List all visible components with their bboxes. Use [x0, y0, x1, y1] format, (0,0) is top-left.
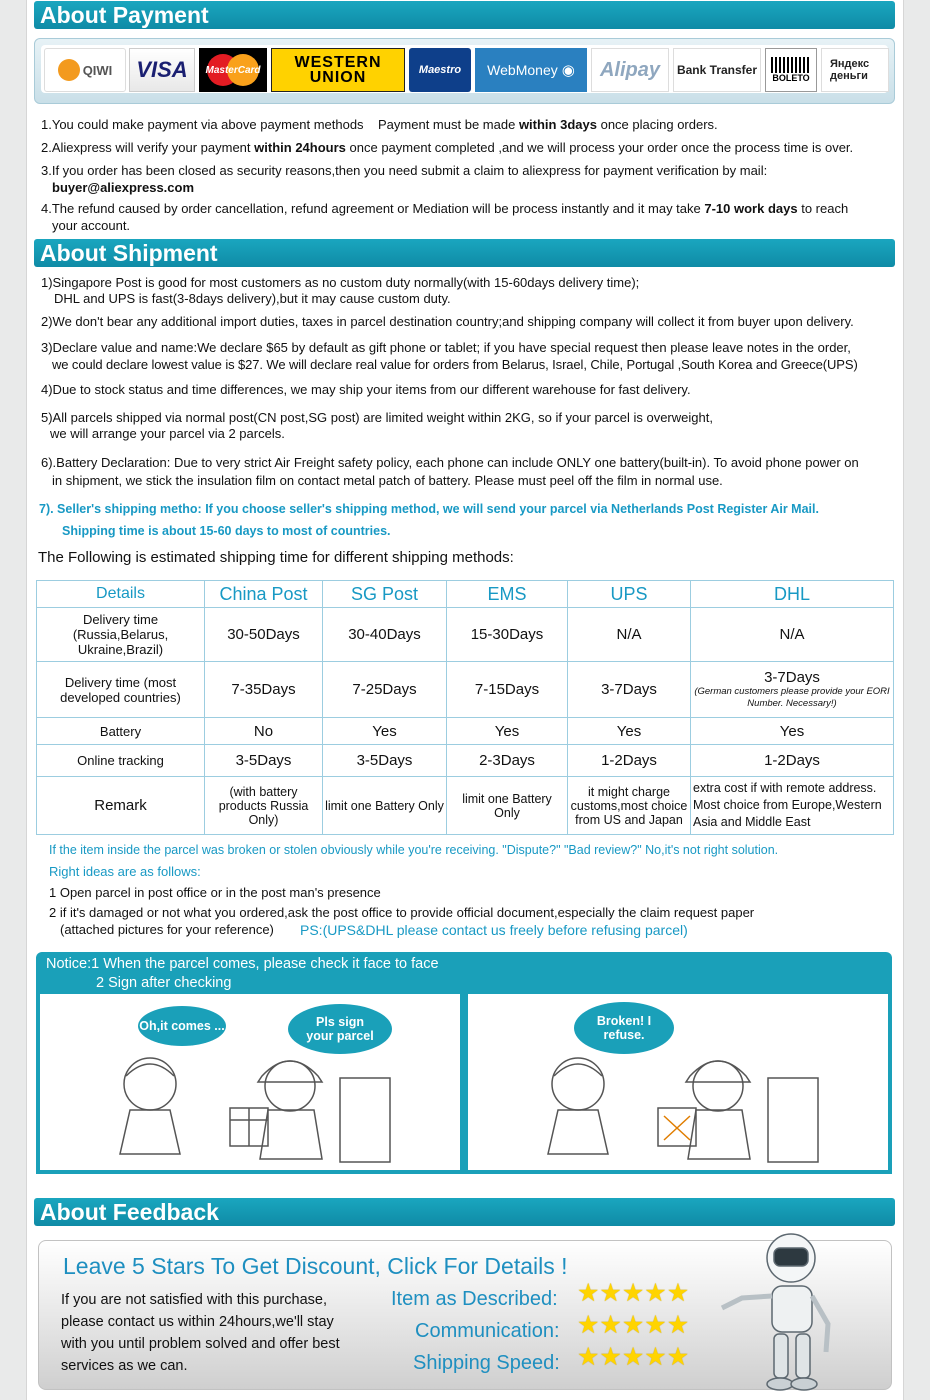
- star-icon: ★: [666, 1311, 690, 1339]
- star-icon: ★: [599, 1311, 622, 1339]
- table-cell: Yes: [691, 718, 894, 745]
- payment-email[interactable]: buyer@aliexpress.com: [52, 180, 195, 195]
- ship-line-5a: 5)All parcels shipped via normal post(CN post,SG post) are limited weight within 2KG, so if your parcel is overweight,: [41, 410, 713, 425]
- delivery-illustration: [40, 994, 460, 1170]
- table-header-row: [37, 581, 894, 608]
- speech-bubble-3: Broken! I refuse.: [574, 1002, 674, 1054]
- star-icon: ★: [644, 1343, 667, 1371]
- after-line-4: 2 if it's damaged or not what you ordered,ask the post office to provide official document,especially the claim request paper: [49, 905, 755, 920]
- feedback-body-4: services as we can.: [61, 1358, 188, 1374]
- star-icon: ★: [621, 1343, 645, 1371]
- header-china-post: China Post: [205, 581, 323, 608]
- table-cell: 3-5Days: [205, 745, 323, 777]
- table-cell: Yes: [568, 718, 691, 745]
- star-icon: ★: [599, 1279, 622, 1307]
- globe-icon: ◉: [561, 62, 575, 79]
- table-cell: 2-3Days: [447, 745, 568, 777]
- mastercard-logo: MasterCard: [199, 48, 267, 92]
- rating-label-described: Item as Described:: [391, 1288, 558, 1310]
- webmoney-logo: WebMoney ◉: [475, 48, 587, 92]
- girl-body: [120, 1110, 180, 1154]
- ship-line-3b: we could declare lowest value is $27. We will declare real value for orders from Belarus, Israel, Chile, Portugal ,South Korea and Greece(UPS): [52, 357, 858, 372]
- after-line-6: PS:(UPS&DHL please contact us freely before refusing parcel): [300, 922, 688, 938]
- dhl-time: 3-7Days: [764, 669, 820, 686]
- girl-hair: [126, 1064, 174, 1076]
- alipay-logo: Alipay: [591, 48, 669, 92]
- header-sg-post: SG Post: [323, 581, 447, 608]
- western-union-logo: WESTERN UNION: [271, 48, 405, 92]
- girl-head: [552, 1058, 604, 1110]
- row-label: Delivery time (most developed countries): [37, 662, 205, 718]
- stars-described[interactable]: [577, 1279, 690, 1307]
- table-cell: (with battery products Russia Only): [205, 777, 323, 835]
- ship-line-7b: Shipping time is about 15-60 days to most of countries.: [62, 524, 391, 538]
- table-cell: 30-50Days: [205, 608, 323, 662]
- table-cell: [691, 662, 894, 718]
- table-cell: 3-7Days: [568, 662, 691, 718]
- table-cell: 30-40Days: [323, 608, 447, 662]
- visa-logo: VISA: [129, 48, 195, 92]
- star-icon: ★: [577, 1279, 600, 1307]
- girl-hair: [554, 1064, 602, 1076]
- ship-line-4: 4)Due to stock status and time differences, we may ship your items from our different warehouse for fast delivery.: [41, 382, 691, 397]
- barcode-icon: [771, 57, 811, 73]
- table-cell: 3-5Days: [323, 745, 447, 777]
- courier-body: [688, 1110, 750, 1159]
- table-row: [37, 777, 894, 835]
- courier-head: [265, 1061, 315, 1111]
- table-cell: limit one Battery Only: [447, 777, 568, 835]
- table-cell: 15-30Days: [447, 608, 568, 662]
- payment-line-3: 3.If you order has been closed as security reasons,then you need submit a claim to aliexpress for payment verification by mail:: [41, 163, 768, 178]
- ship-line-6a: 6).Battery Declaration: Due to very strict Air Freight safety policy, each phone can include ONLY one battery(built-in). To avoid phone power on: [41, 455, 859, 470]
- row-label: Remark: [37, 777, 205, 835]
- door: [340, 1078, 390, 1162]
- bank-transfer-logo: Bank Transfer: [673, 48, 761, 92]
- table-row: [37, 662, 894, 718]
- refuse-illustration: [468, 994, 888, 1170]
- rating-label-communication: Communication:: [415, 1320, 560, 1342]
- header-dhl: DHL: [691, 581, 894, 608]
- girl-head: [124, 1058, 176, 1110]
- notice-line-2: 2 Sign after checking: [96, 975, 232, 991]
- courier-cap: [258, 1061, 322, 1082]
- shipping-table-intro: The Following is estimated shipping time for different shipping methods:: [38, 549, 514, 566]
- shipment-title: About Shipment: [34, 239, 895, 267]
- ship-line-2: 2)We don't bear any additional import duties, taxes in parcel destination country;and shipping company will collect it from buyer upon delivery.: [41, 314, 854, 329]
- ship-line-1b: DHL and UPS is fast(3-8days delivery),but it may cause custom duty.: [54, 291, 451, 306]
- feedback-headline[interactable]: Leave 5 Stars To Get Discount, Click For Details !: [63, 1253, 568, 1279]
- after-line-5: (attached pictures for your reference): [60, 922, 274, 937]
- star-icon: ★: [621, 1279, 645, 1307]
- ship-line-6b: in shipment, we stick the insulation film on contact metal patch of battery. Please must peel off the film in normal use.: [52, 473, 723, 488]
- notice-box: [36, 952, 892, 1174]
- header-ups: UPS: [568, 581, 691, 608]
- girl-body: [548, 1110, 608, 1154]
- rating-label-shipping: Shipping Speed:: [413, 1352, 560, 1374]
- maestro-logo: Maestro: [409, 48, 471, 92]
- star-icon: ★: [644, 1311, 667, 1339]
- notice-panel-right: [468, 994, 888, 1170]
- row-label: Online tracking: [37, 745, 205, 777]
- stars-shipping[interactable]: [577, 1343, 690, 1371]
- table-cell: 7-25Days: [323, 662, 447, 718]
- table-cell: N/A: [568, 608, 691, 662]
- robot-icon: [716, 1228, 856, 1398]
- table-row: [37, 718, 894, 745]
- ship-line-7a: 7). Seller's shipping metho: If you choose seller's shipping method, we will send your parcel via Netherlands Post Register Air Mail.: [39, 502, 819, 516]
- table-cell: 7-35Days: [205, 662, 323, 718]
- ship-line-5b: we will arrange your parcel via 2 parcels.: [50, 426, 285, 441]
- table-cell: 7-15Days: [447, 662, 568, 718]
- after-line-3: 1 Open parcel in post office or in the post man's presence: [49, 885, 381, 900]
- notice-line-1: Notice:1 When the parcel comes, please check it face to face: [46, 956, 439, 972]
- table-cell: Yes: [447, 718, 568, 745]
- eori-note: (German customers please provide your EORI Number. Necessary!): [694, 686, 890, 709]
- qiwi-logo: QIWI: [44, 48, 126, 92]
- feedback-body-1: If you are not satisfied with this purchase,: [61, 1292, 327, 1308]
- payment-line-4: 4.The refund caused by order cancellation, refund agreement or Mediation will be process instantly and it may take 7-10 work days to reach: [41, 201, 849, 216]
- payment-line-2: 2.Aliexpress will verify your payment within 24hours once payment completed ,and we will process your order once the process time is over.: [41, 140, 854, 155]
- table-cell: 1-2Days: [691, 745, 894, 777]
- after-line-2: Right ideas are as follows:: [49, 864, 201, 879]
- row-label: Battery: [37, 718, 205, 745]
- table-cell: limit one Battery Only: [323, 777, 447, 835]
- ship-line-1a: 1)Singapore Post is good for most customers as no custom duty normally(with 15-60days delivery time);: [41, 275, 640, 290]
- table-cell: 1-2Days: [568, 745, 691, 777]
- payment-title: About Payment: [34, 1, 895, 29]
- row-label: Delivery time (Russia,Belarus, Ukraine,Brazil): [37, 608, 205, 662]
- speech-bubble-1: Oh,it comes ...: [138, 1006, 226, 1046]
- courier-body: [260, 1110, 322, 1159]
- star-icon: ★: [599, 1343, 622, 1371]
- table-row: [37, 745, 894, 777]
- star-icon: ★: [621, 1311, 645, 1339]
- star-icon: ★: [666, 1279, 690, 1307]
- boleto-logo: BOLETO: [765, 48, 817, 92]
- shipping-table: [36, 580, 894, 835]
- table-cell: Yes: [323, 718, 447, 745]
- stars-communication[interactable]: [577, 1311, 690, 1339]
- feedback-title: About Feedback: [34, 1198, 895, 1226]
- payment-logos-band: [34, 38, 895, 104]
- table-cell: N/A: [691, 608, 894, 662]
- yandex-money-logo: Яндекс деньги: [821, 48, 889, 92]
- star-icon: ★: [644, 1279, 667, 1307]
- ship-line-3a: 3)Declare value and name:We declare $65 by default as gift phone or tablet; if you have special request then please leave notes in the order,: [41, 340, 851, 355]
- star-icon: ★: [666, 1343, 690, 1371]
- after-line-1: If the item inside the parcel was broken or stolen obviously while you're receiving. "Dispute?" "Bad review?" No,it's not right solution.: [49, 843, 779, 857]
- table-row: [37, 608, 894, 662]
- star-icon: ★: [577, 1343, 600, 1371]
- table-cell: No: [205, 718, 323, 745]
- star-icon: ★: [577, 1311, 600, 1339]
- door: [768, 1078, 818, 1162]
- speech-bubble-2: Pls sign your parcel: [288, 1004, 392, 1054]
- payment-line-1: 1.You could make payment via above payment methods Payment must be made within 3days once placing orders.: [41, 117, 718, 132]
- courier-head: [693, 1061, 743, 1111]
- feedback-body-3: with you until problem solved and offer best: [61, 1336, 340, 1352]
- header-details: Details: [37, 581, 205, 608]
- courier-cap: [686, 1061, 750, 1082]
- payment-line-4b: your account.: [52, 218, 131, 233]
- feedback-body-2: please contact us within 24hours,we'll stay: [61, 1314, 334, 1330]
- header-ems: EMS: [447, 581, 568, 608]
- table-cell: it might charge customs,most choice from US and Japan: [568, 777, 691, 835]
- table-cell: extra cost if with remote address. Most choice from Europe,Western Asia and Middle East: [691, 777, 894, 835]
- notice-panel-left: [40, 994, 460, 1170]
